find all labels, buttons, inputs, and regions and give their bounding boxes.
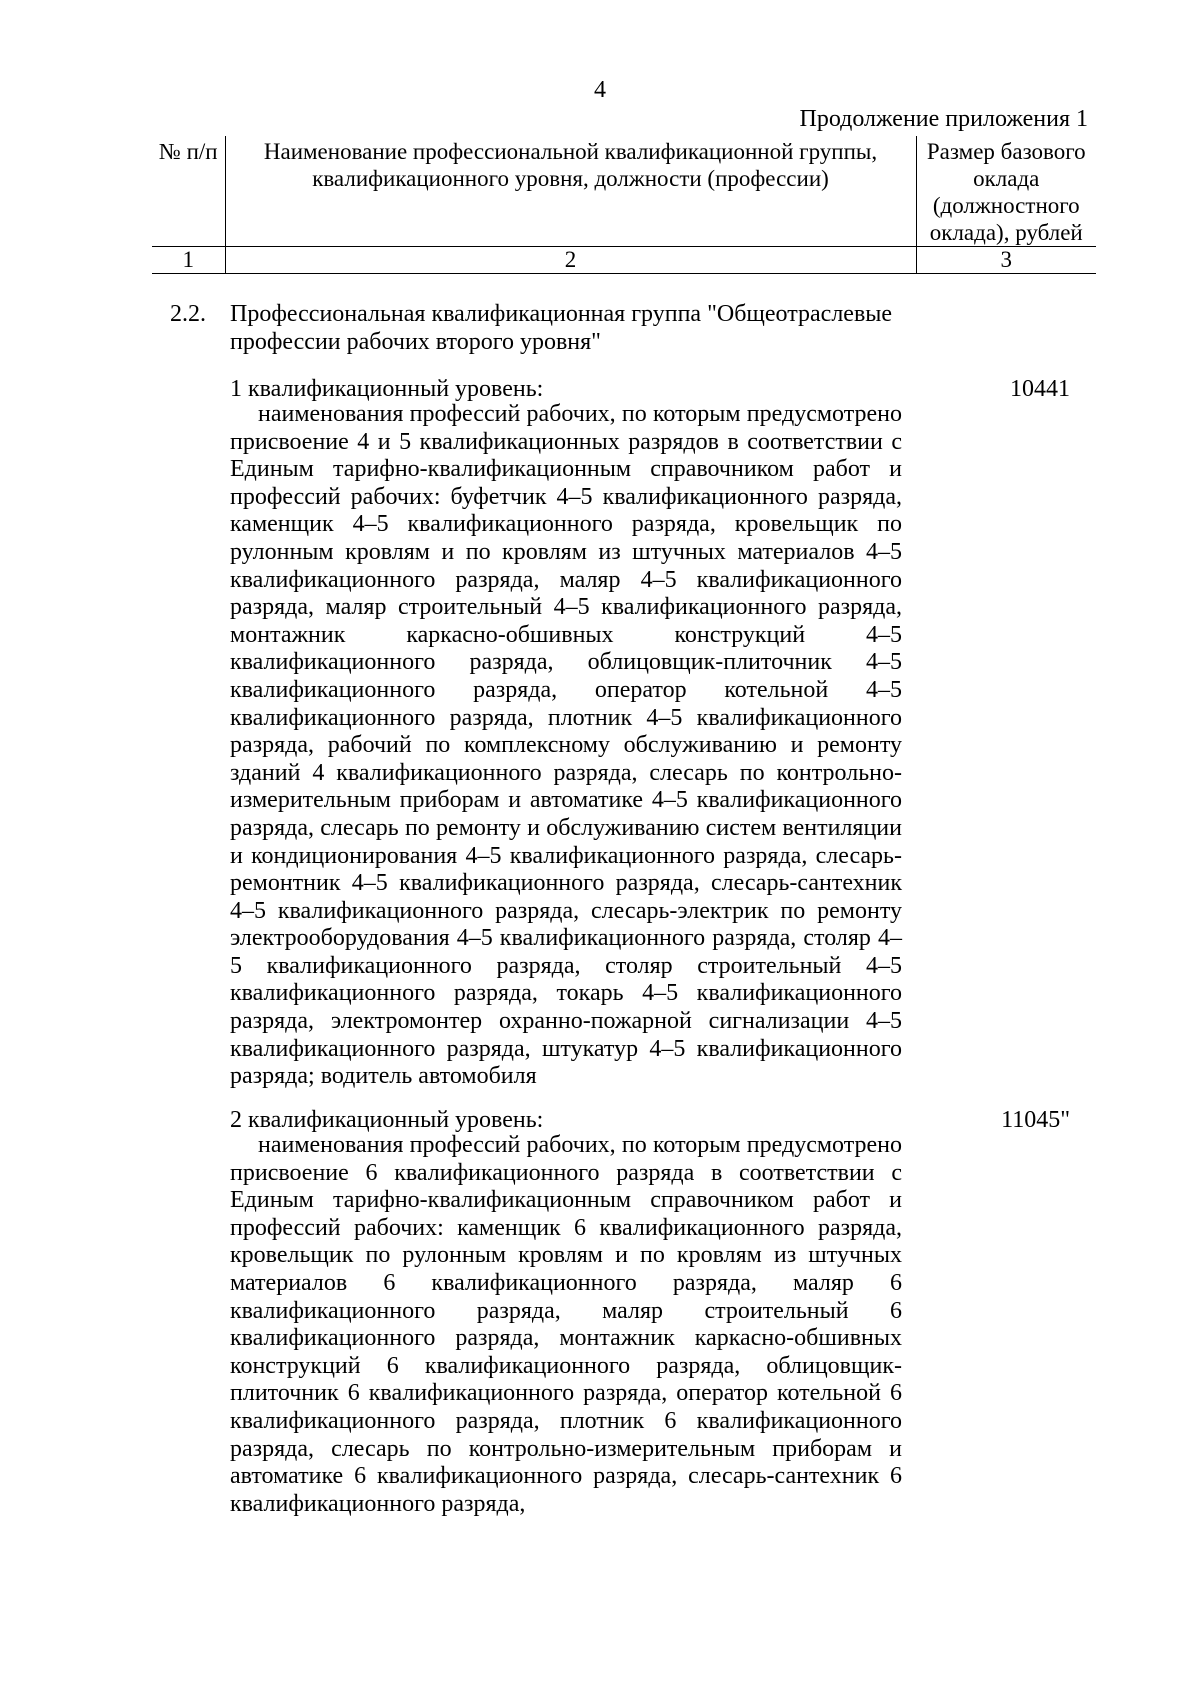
column-number-1: 1 [152,247,225,274]
section-title: Профессиональная квалификационная группа "Общеотраслевые профессии рабочих второго уровня" [230,301,893,355]
column-header-number: № п/п [152,136,225,247]
page-number: 4 [594,77,606,103]
table-header [152,136,1096,274]
level-1-salary: 10441 [1010,376,1070,402]
level-1-title: 1 квалификационный уровень: [230,376,544,402]
column-number-2: 2 [225,247,916,274]
table-column-numbers-row [152,247,1096,274]
column-number-3: 3 [916,247,1096,274]
table-header-row [152,136,1096,247]
appendix-continuation-label: Продолжение приложения 1 [799,106,1088,132]
level-2-professions: наименования профессий рабочих, по которым предусмотрено присвоение 6 квалификационного разряда в соответствии с Единым тарифно-квалификационным справочником работ и профессий рабочих: каменщик 6 квалификационного разряда, кровельщик по рулонным кровлям и по кровлям из штучных материалов 6 квалификационного разряда, маляр 6 квалификационного разряда, маляр строительный 6 квалификационного разряда, монтажник каркасно-обшивных конструкций 6 квалификационного разряда, облицовщик-плиточник 6 квалификационного разряда, оператор котельной 6 квалификационного разряда, плотник 6 квалификационного разряда, слесарь по контрольно-измерительным приборам и автоматике 6 квалификационного разряда, слесарь-сантехник 6 квалификационного разряда, [230,1132,902,1517]
level-1-professions: наименования профессий рабочих, по которым предусмотрено присвоение 4 и 5 квалификационных разрядов в соответствии с Единым тарифно-квалификационным справочником работ и профессий рабочих: буфетчик 4–5 квалификационного разряда, каменщик 4–5 квалификационного разряда, кровельщик по рулонным кровлям и по кровлям из штучных материалов 4–5 квалификационного разряда, маляр 4–5 квалификационного разряда, маляр строительный 4–5 квалификационного разряда, монтажник каркасно-обшивных конструкций 4–5 квалификационного разряда, облицовщик-плиточник 4–5 квалификационного разряда, оператор котельной 4–5 квалификационного разряда, плотник 4–5 квалификационного разряда, рабочий по комплексному обслуживанию и ремонту зданий 4 квалификационного разряда, слесарь по контрольно-измерительным приборам и автоматике 4–5 квалификационного разряда, слесарь по ремонту и обслуживанию систем вентиляции и кондиционирования 4–5 квалификационного разряда, слесарь-ремонтник 4–5 квалификационного разряда, слесарь-сантехник 4–5 квалификационного разряда, слесарь-электрик по ремонту электрооборудования 4–5 квалификационного разряда, столяр 4–5 квалификационного разряда, столяр строительный 4–5 квалификационного разряда, токарь 4–5 квалификационного разряда, электромонтер охранно-пожарной сигнализации 4–5 квалификационного разряда, штукатур 4–5 квалификационного разряда; водитель автомобиля [230,401,902,1090]
section-number: 2.2. [170,301,206,327]
level-2-salary: 11045" [1001,1107,1070,1133]
column-header-name: Наименование профессиональной квалификационной группы, квалификационного уровня, должности (профессии) [225,136,916,247]
column-header-salary: Размер базового оклада (должностного оклада), рублей [926,139,1086,245]
level-2-title: 2 квалификационный уровень: [230,1107,544,1133]
